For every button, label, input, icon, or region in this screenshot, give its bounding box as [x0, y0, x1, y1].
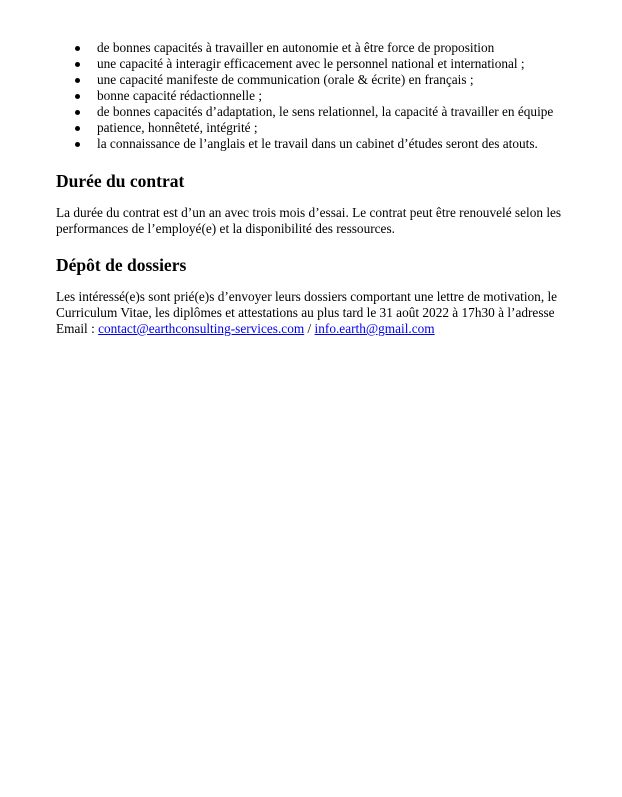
- list-item: patience, honnêteté, intégrité ;: [97, 120, 622, 136]
- list-item: la connaissance de l’anglais et le travail dans un cabinet d’études seront des atouts.: [97, 136, 622, 152]
- bullet-icon: [75, 46, 80, 51]
- contract-duration-heading: Durée du contrat: [56, 171, 185, 191]
- list-item: de bonnes capacités d’adaptation, le sens relationnel, la capacité à travailler en équipe: [97, 104, 622, 120]
- bullet-icon: [75, 78, 80, 83]
- bullet-icon: [75, 94, 80, 99]
- application-submission-text: [56, 289, 596, 337]
- contract-duration-text: La durée du contrat est d’un an avec trois mois d’essai. Le contrat peut être renouvelé selon les performances de l’employé(e) et la disponibilité des ressources.: [56, 205, 562, 236]
- email-separator: /: [304, 321, 315, 336]
- email-label: Email :: [56, 321, 99, 336]
- requirements-list: [56, 40, 622, 152]
- email-link-contact[interactable]: contact@earthconsulting-services.com: [98, 321, 305, 336]
- list-item: une capacité à interagir efficacement avec le personnel national et international ;: [97, 56, 622, 72]
- list-item: de bonnes capacités à travailler en autonomie et à être force de proposition: [97, 40, 622, 56]
- bullet-icon: [75, 110, 80, 115]
- list-item: une capacité manifeste de communication (orale & écrite) en français ;: [97, 72, 622, 88]
- email-link-info[interactable]: info.earth@gmail.com: [314, 321, 435, 336]
- bullet-icon: [75, 126, 80, 131]
- list-item: bonne capacité rédactionnelle ;: [97, 88, 622, 104]
- submission-line-2: Curriculum Vitae, les diplômes et attestations au plus tard le 31 août 2022 à 17h30 à l’adresse: [56, 305, 555, 320]
- bullet-icon: [75, 62, 80, 67]
- application-submission-heading: Dépôt de dossiers: [56, 255, 187, 275]
- bullet-icon: [75, 142, 80, 147]
- submission-line-1: Les intéressé(e)s sont prié(e)s d’envoyer leurs dossiers comportant une lettre de motivation, le: [56, 289, 558, 304]
